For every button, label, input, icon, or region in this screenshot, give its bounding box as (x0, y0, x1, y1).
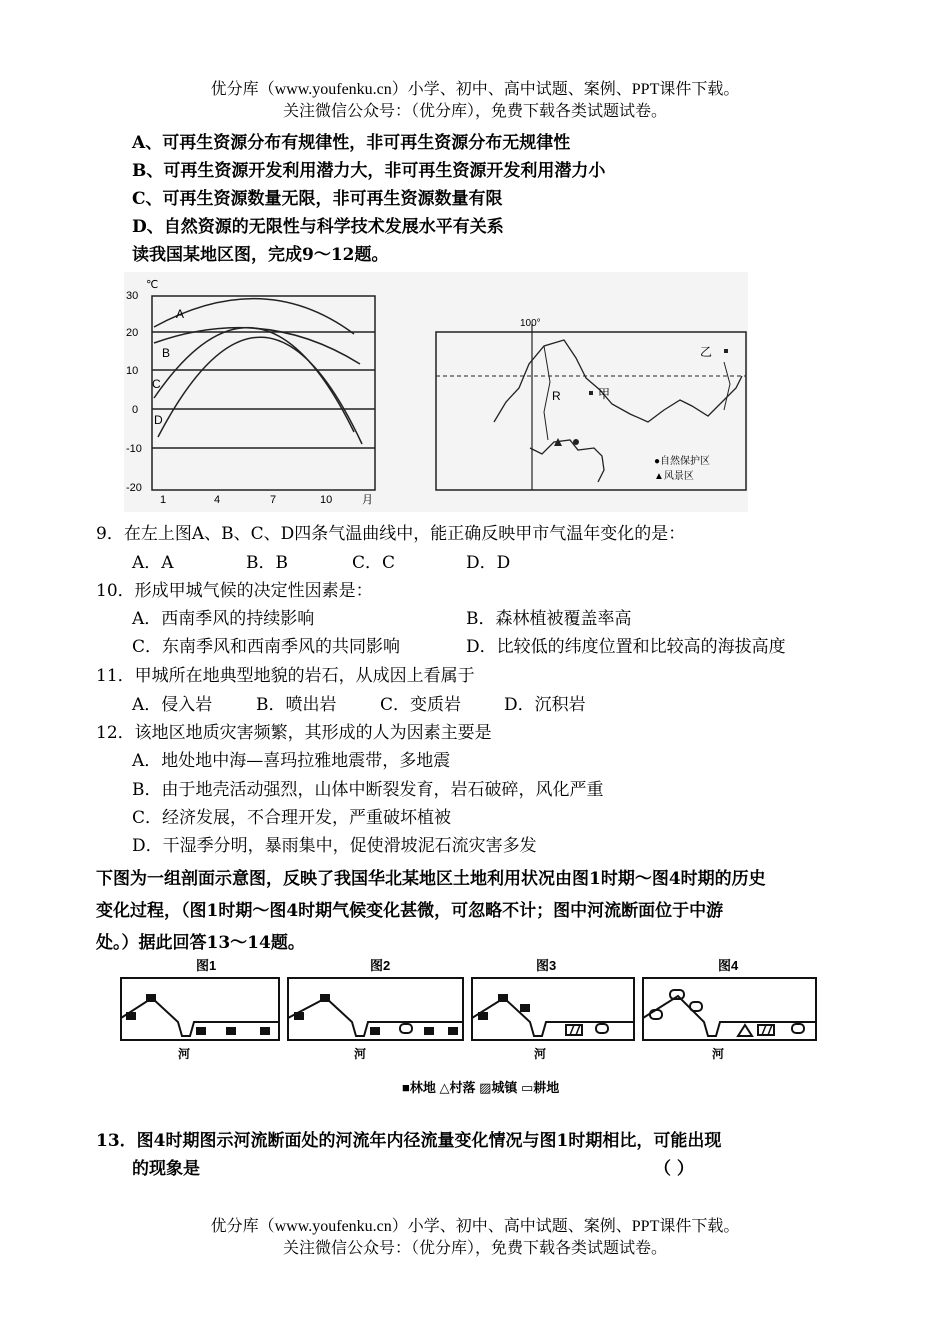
q9-option-a: A．A (132, 553, 174, 573)
q11-option-c: C．变质岩 (380, 695, 462, 715)
river-label-2: 河 (354, 1047, 367, 1061)
curve-label-c: C (152, 377, 161, 391)
city-jia-marker (589, 391, 593, 395)
y-tick-20: 20 (126, 327, 139, 339)
figure-climate-map (124, 272, 748, 512)
intro-9-12: 读我国某地区图，完成9～12题。 (132, 245, 389, 265)
footer-line-2: 关注微信公众号：（优分库），免费下载各类试题试卷。 (282, 1240, 667, 1257)
x-tick-1: 1 (160, 494, 167, 506)
river-label-3: 河 (534, 1047, 547, 1061)
q8-option-c: C、可再生资源数量无限，非可再生资源数量有限 (132, 189, 503, 209)
q8-option-d: D、自然资源的无限性与科学技术发展水平有关系 (132, 217, 504, 237)
q8-option-b: B、可再生资源开发利用潜力大，非可再生资源开发利用潜力小 (132, 161, 606, 181)
q10-stem: 10．形成甲城气候的决定性因素是： (96, 581, 373, 601)
river-label-4: 河 (712, 1047, 725, 1061)
q12-option-c: C．经济发展，不合理开发，严重破坏植被 (132, 808, 452, 828)
q10-option-c: C．东南季风和西南季风的共同影响 (132, 637, 401, 657)
q10-option-a: A．西南季风的持续影响 (132, 609, 315, 629)
q10-option-d: D．比较低的纬度位置和比较高的海拔高度 (466, 637, 786, 657)
chart-unit: ℃ (146, 279, 159, 291)
profile-1 (121, 958, 279, 1061)
profile-4 (643, 958, 816, 1061)
q8-option-a: A、可再生资源分布有规律性，非可再生资源分布无规律性 (132, 133, 571, 153)
x-tick-7: 7 (270, 494, 277, 506)
intro-13-14-line-2: 变化过程，（图1时期～图4时期气候变化甚微，可忽略不计；图中河流断面位于中游 (96, 901, 724, 921)
q13-line-2: 的现象是 (132, 1159, 200, 1179)
q12-option-d: D．干湿季分明，暴雨集中，促使滑坡泥石流灾害多发 (132, 836, 537, 856)
profiles-legend: ■林地 △村落 ▨城镇 ▭耕地 (402, 1080, 560, 1095)
q9-stem: 9．在左上图A、B、C、D四条气温曲线中，能正确反映甲市气温年变化的是： (96, 524, 686, 544)
q11-option-b: B．喷出岩 (256, 695, 337, 715)
profiles-figure (118, 950, 820, 1100)
river-label: R (552, 389, 561, 403)
x-tick-month: 月 (362, 494, 373, 506)
q9-option-d: D．D (466, 553, 511, 573)
legend-scenic: ▲风景区 (654, 471, 694, 482)
q10-option-b: B．森林植被覆盖率高 (466, 609, 632, 629)
header-line-2: 关注微信公众号：（优分库），免费下载各类试题试卷。 (282, 103, 667, 120)
footer-line-1: 优分库（www.youfenku.cn）小学、初中、高中试题、案例、PPT课件下载。 (210, 1218, 740, 1235)
profile-title-4: 图4 (718, 958, 739, 973)
q11-stem: 11．甲城所在地典型地貌的岩石，从成因上看属于 (96, 666, 475, 686)
y-tick-minus20: -20 (126, 482, 142, 494)
curve-label-d: D (154, 413, 163, 427)
river-label-1: 河 (178, 1047, 191, 1061)
city-jia-label: 甲 (598, 387, 611, 401)
q11-option-a: A．侵入岩 (132, 695, 213, 715)
profile-2 (288, 958, 463, 1061)
reserve-marker (573, 439, 579, 445)
place-yi-label: 乙 (700, 345, 713, 359)
curve-label-a: A (176, 307, 185, 321)
header-line-1: 优分库（www.youfenku.cn）小学、初中、高中试题、案例、PPT课件下载。 (210, 81, 740, 98)
y-tick-0: 0 (132, 404, 139, 416)
intro-13-14-line-1: 下图为一组剖面示意图，反映了我国华北某地区土地利用状况由图1时期～图4时期的历史 (96, 869, 766, 889)
q12-option-a: A．地处地中海—喜玛拉雅地震带，多地震 (132, 751, 451, 771)
q13-answer-bracket: （ ） (654, 1159, 694, 1179)
x-tick-10: 10 (320, 494, 333, 506)
place-yi-marker (724, 349, 728, 353)
q12-stem: 12．该地区地质灾害频繁，其形成的人为因素主要是 (96, 723, 492, 743)
profile-title-2: 图2 (370, 958, 391, 973)
q11-option-d: D．沉积岩 (504, 695, 586, 715)
profile-title-1: 图1 (196, 958, 217, 973)
q13-line-1: 13．图4时期图示河流断面处的河流年内径流量变化情况与图1时期相比，可能出现 (96, 1131, 722, 1151)
q12-option-b: B．由于地壳活动强烈，山体中断裂发育，岩石破碎，风化严重 (132, 780, 604, 800)
y-tick-minus10: -10 (126, 443, 142, 455)
curve-label-b: B (162, 346, 171, 360)
longitude-label: 100° (520, 318, 541, 329)
q9-option-c: C．C (352, 553, 396, 573)
x-tick-4: 4 (214, 494, 221, 506)
y-tick-30: 30 (126, 290, 139, 302)
profile-3 (472, 958, 634, 1061)
legend-reserve: ●自然保护区 (654, 456, 711, 467)
profile-title-3: 图3 (536, 958, 557, 973)
y-tick-10: 10 (126, 365, 139, 377)
intro-13-14-line-3: 处。）据此回答13～14题。 (96, 933, 305, 953)
q9-option-b: B．B (246, 553, 288, 573)
